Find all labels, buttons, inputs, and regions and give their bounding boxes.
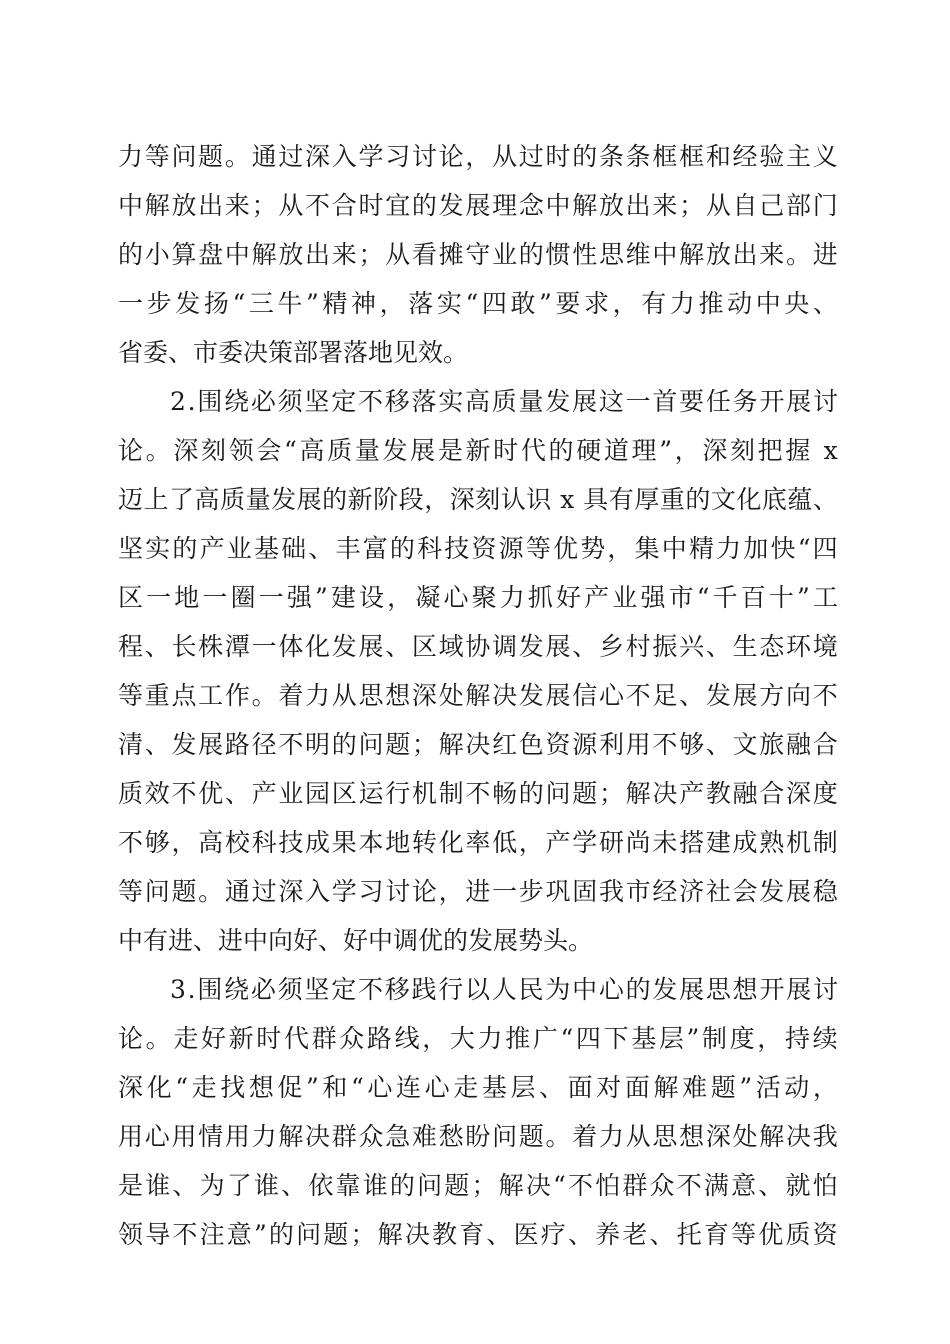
text-line: 深 化 “ 走 找 想 促 ” 和 “ 心 连 心 走 基 层 、 面 对 面 解 难 题 ” 活 动 ， <box>118 1073 838 1102</box>
text-line: 的 小 算 盘 中 解 放 出 来 ； 从 看 摊 守 业 的 惯 性 思 维 中 解 放 出 来 。 进 <box>118 240 838 269</box>
text-line: 用 心 用 情 用 力 解 决 群 众 急 难 愁 盼 问 题 。 着 力 从 思 想 深 处 解 决 我 <box>118 1122 838 1151</box>
text-line: 质 效 不 优 、 产 业 园 区 运 行 机 制 不 畅 的 问 题 ； 解 决 产 教 融 合 深 度 <box>118 779 838 808</box>
text-line: 中 解 放 出 来 ； 从 不 合 时 宜 的 发 展 理 念 中 解 放 出 来 ； 从 自 己 部 门 <box>118 191 838 220</box>
text-line: 力 等 问 题 。 通 过 深 入 学 习 讨 论 ， 从 过 时 的 条 条 框 框 和 经 验 主 义 <box>118 142 838 171</box>
text-line: 等 重 点 工 作 。 着 力 从 思 想 深 处 解 决 发 展 信 心 不 足 、 发 展 方 向 不 <box>118 681 838 710</box>
text-line: 2 . 围 绕 必 须 坚 定 不 移 落 实 高 质 量 发 展 这 一 首 要 任 务 开 展 讨 <box>170 387 838 416</box>
text-line: 一 步 发 扬 “ 三 牛 ” 精 神 ， 落 实 “ 四 敢 ” 要 求 ， 有 力 推 动 中 央 、 <box>118 289 838 318</box>
text-line: 清 、 发 展 路 径 不 明 的 问 题 ； 解 决 红 色 资 源 利 用 不 够 、 文 旅 融 合 <box>118 730 838 759</box>
text-line: 是 谁 、 为 了 谁 、 依 靠 谁 的 问 题 ； 解 决 “ 不 怕 群 众 不 满 意 、 就 怕 <box>118 1171 838 1200</box>
text-line: 论 。 深 刻 领 会 “ 高 质 量 发 展 是 新 时 代 的 硬 道 理 ” ， 深 刻 把 握 x <box>118 436 838 465</box>
text-line: 领 导 不 注 意 ” 的 问 题 ； 解 决 教 育 、 医 疗 、 养 老 、 托 育 等 优 质 资 <box>118 1220 838 1249</box>
text-line: 中有进、进中向好、好中调优的发展势头。 <box>118 926 594 955</box>
document-body <box>118 132 838 1259</box>
text-line: 迈 上 了 高 质 量 发 展 的 新 阶 段 ， 深 刻 认 识 x 具 有 厚 重 的 文 化 底 蕴 、 <box>118 485 838 514</box>
text-line: 3 . 围 绕 必 须 坚 定 不 移 践 行 以 人 民 为 中 心 的 发 展 思 想 开 展 讨 <box>170 975 838 1004</box>
text-line: 坚 实 的 产 业 基 础 、 丰 富 的 科 技 资 源 等 优 势 ， 集 中 精 力 加 快 “ 四 <box>118 534 838 563</box>
text-line: 等 问 题 。 通 过 深 入 学 习 讨 论 ， 进 一 步 巩 固 我 市 经 济 社 会 发 展 稳 <box>118 877 838 906</box>
text-line: 程 、 长 株 潭 一 体 化 发 展 、 区 域 协 调 发 展 、 乡 村 振 兴 、 生 态 环 境 <box>118 632 838 661</box>
text-line: 区 一 地 一 圈 一 强 ” 建 设 ， 凝 心 聚 力 抓 好 产 业 强 市 “ 千 百 十 ” 工 <box>118 583 838 612</box>
text-line: 省委、市委决策部署落地见效。 <box>118 338 469 367</box>
text-line: 不 够 ， 高 校 科 技 成 果 本 地 转 化 率 低 ， 产 学 研 尚 未 搭 建 成 熟 机 制 <box>118 828 838 857</box>
text-line: 论 。 走 好 新 时 代 群 众 路 线 ， 大 力 推 广 “ 四 下 基 层 ” 制 度 ， 持 续 <box>118 1024 838 1053</box>
